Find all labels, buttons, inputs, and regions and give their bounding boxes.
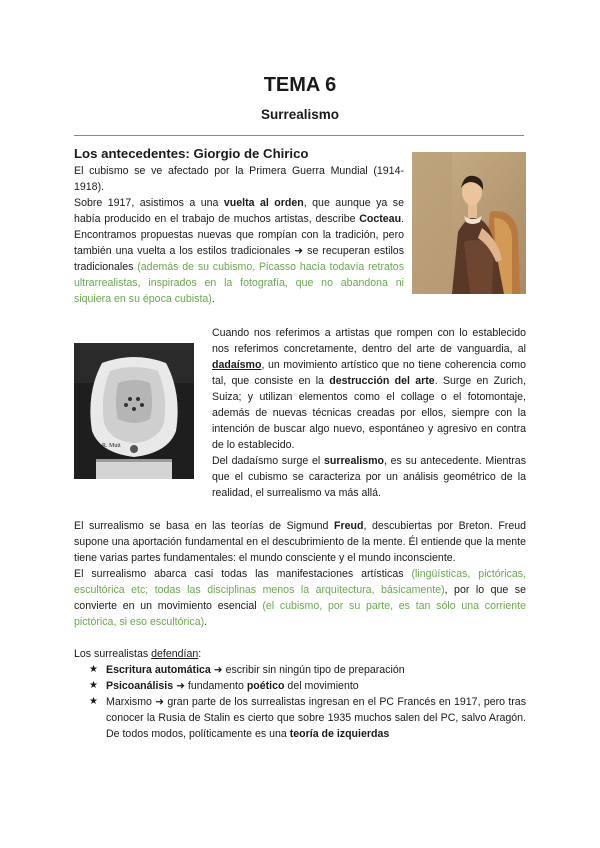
text: Cuando nos referimos a artistas que rompen con lo establecido nos referimos concretamente, dentro del arte de vanguardia, al xyxy=(212,327,526,355)
paragraph-cubismo-guerra xyxy=(74,163,404,195)
text: . Encontramos propuestas nuevas que rompían con la tradición, pero también una vuelta a los estilos tradicionales ➜ se recuperan estilos tradicionales xyxy=(74,213,404,273)
text: El surrealismo se basa en las teorías de Sigmund xyxy=(74,520,335,532)
text: Marxismo ➜ gran parte de los surrealistas ingresan en el PC Francés en 1917, pero tras conocer la Rusia de Stalin es cierto que sobre 1935 muchos salen del PC, salvo Aragón. De todos modos, políticamente es una xyxy=(106,696,526,740)
list-item xyxy=(74,678,526,694)
portrait-image xyxy=(412,152,526,294)
text: ➜ escribir sin ningún tipo de preparación xyxy=(210,664,405,676)
paragraph-freud xyxy=(74,518,526,566)
text: , que aunque ya se había producido en el trabajo de muchos artistas, describe xyxy=(74,197,404,225)
paragraph-manifestaciones xyxy=(74,566,526,630)
text: ➜ fundamento xyxy=(173,680,247,692)
text: , por lo que se convierte en un movimiento esencial xyxy=(74,584,526,612)
text: , es su antecedente. Mientras que el cubismo se caracteriza por un análisis geométrico de la realidad, el surrealismo va más allá. xyxy=(212,455,526,499)
bold-term: teoría de izquierdas xyxy=(289,728,390,740)
list-item xyxy=(74,662,526,678)
text: Sobre 1917, asistimos a una xyxy=(74,197,224,209)
bold-underlined-term: dadaísmo xyxy=(212,359,262,371)
text: . xyxy=(211,293,215,305)
bold-term: Cocteau xyxy=(359,213,402,225)
green-note: (lingüísticas, pictóricas, escultórica etc; todas las disciplinas menos la arquitectura, básicamente) xyxy=(74,568,526,596)
star-bullet-icon: ★ xyxy=(89,680,98,691)
title-divider xyxy=(74,135,524,136)
text: Los surrealistas xyxy=(74,648,152,660)
text: , descubiertas por Breton. Freud supone una aportación fundamental en el descubrimiento de la mente. Él entiende que la mente tiene varias partes fundamentales: el mundo consciente y el mundo inconsciente. xyxy=(74,520,526,564)
list-intro xyxy=(74,646,201,662)
bold-term: vuelta al orden xyxy=(223,197,304,209)
paragraph-dadaismo xyxy=(212,325,526,453)
text: . Surge en Zurich, Suiza; y utilizan elementos como el collage o el fotomontaje, además de nuevas técnicas creadas por ellos, siempre con la intención de buscar algo nuevo, espontáneo y agresivo en contra de lo establecido. xyxy=(212,375,527,451)
paragraph-surrealismo-origen xyxy=(212,453,526,501)
text: , un movimiento artístico que no tiene coherencia como tal, que consiste en la xyxy=(212,359,526,387)
text: Del dadaísmo surge el xyxy=(212,455,324,467)
underlined-term: defendían xyxy=(151,648,199,660)
list-item xyxy=(74,694,526,742)
bold-term: surrealismo xyxy=(323,455,385,467)
bold-term: destrucción del arte xyxy=(329,375,435,387)
bold-term: poético xyxy=(246,680,285,692)
fountain-image xyxy=(74,343,194,479)
star-bullet-icon: ★ xyxy=(89,696,98,707)
text: del movimiento xyxy=(284,680,359,692)
bold-term: Psicoanálisis xyxy=(106,680,174,692)
text: El cubismo se ve afectado por la Primera Guerra Mundial (1914-1918). xyxy=(74,165,404,193)
green-note: (el cubismo, por su parte, es tan sólo una corriente pictórica, si eso escultórica) xyxy=(74,600,526,628)
star-bullet-icon: ★ xyxy=(89,664,98,675)
text: El surrealismo abarca casi todas las manifestaciones artísticas xyxy=(74,568,412,580)
page-subtitle: Surrealismo xyxy=(260,107,340,122)
bold-term: Escritura automática xyxy=(106,664,211,676)
section-heading: Los antecedentes: Giorgio de Chirico xyxy=(74,146,309,161)
page-title: TEMA 6 xyxy=(263,74,337,96)
green-note: (además de su cubismo, Picasso hacía todavía retratos ultrarrealistas, inspirados en la fotografía, que no abandona ni siquiera en su época cubista) xyxy=(74,261,405,305)
svg-text:R. Mutt: R. Mutt xyxy=(102,443,121,449)
bold-term: Freud xyxy=(334,520,364,532)
defended-list xyxy=(74,662,526,742)
paragraph-vuelta-al-orden xyxy=(74,195,404,307)
text: : xyxy=(198,648,202,660)
text: . xyxy=(204,616,208,628)
